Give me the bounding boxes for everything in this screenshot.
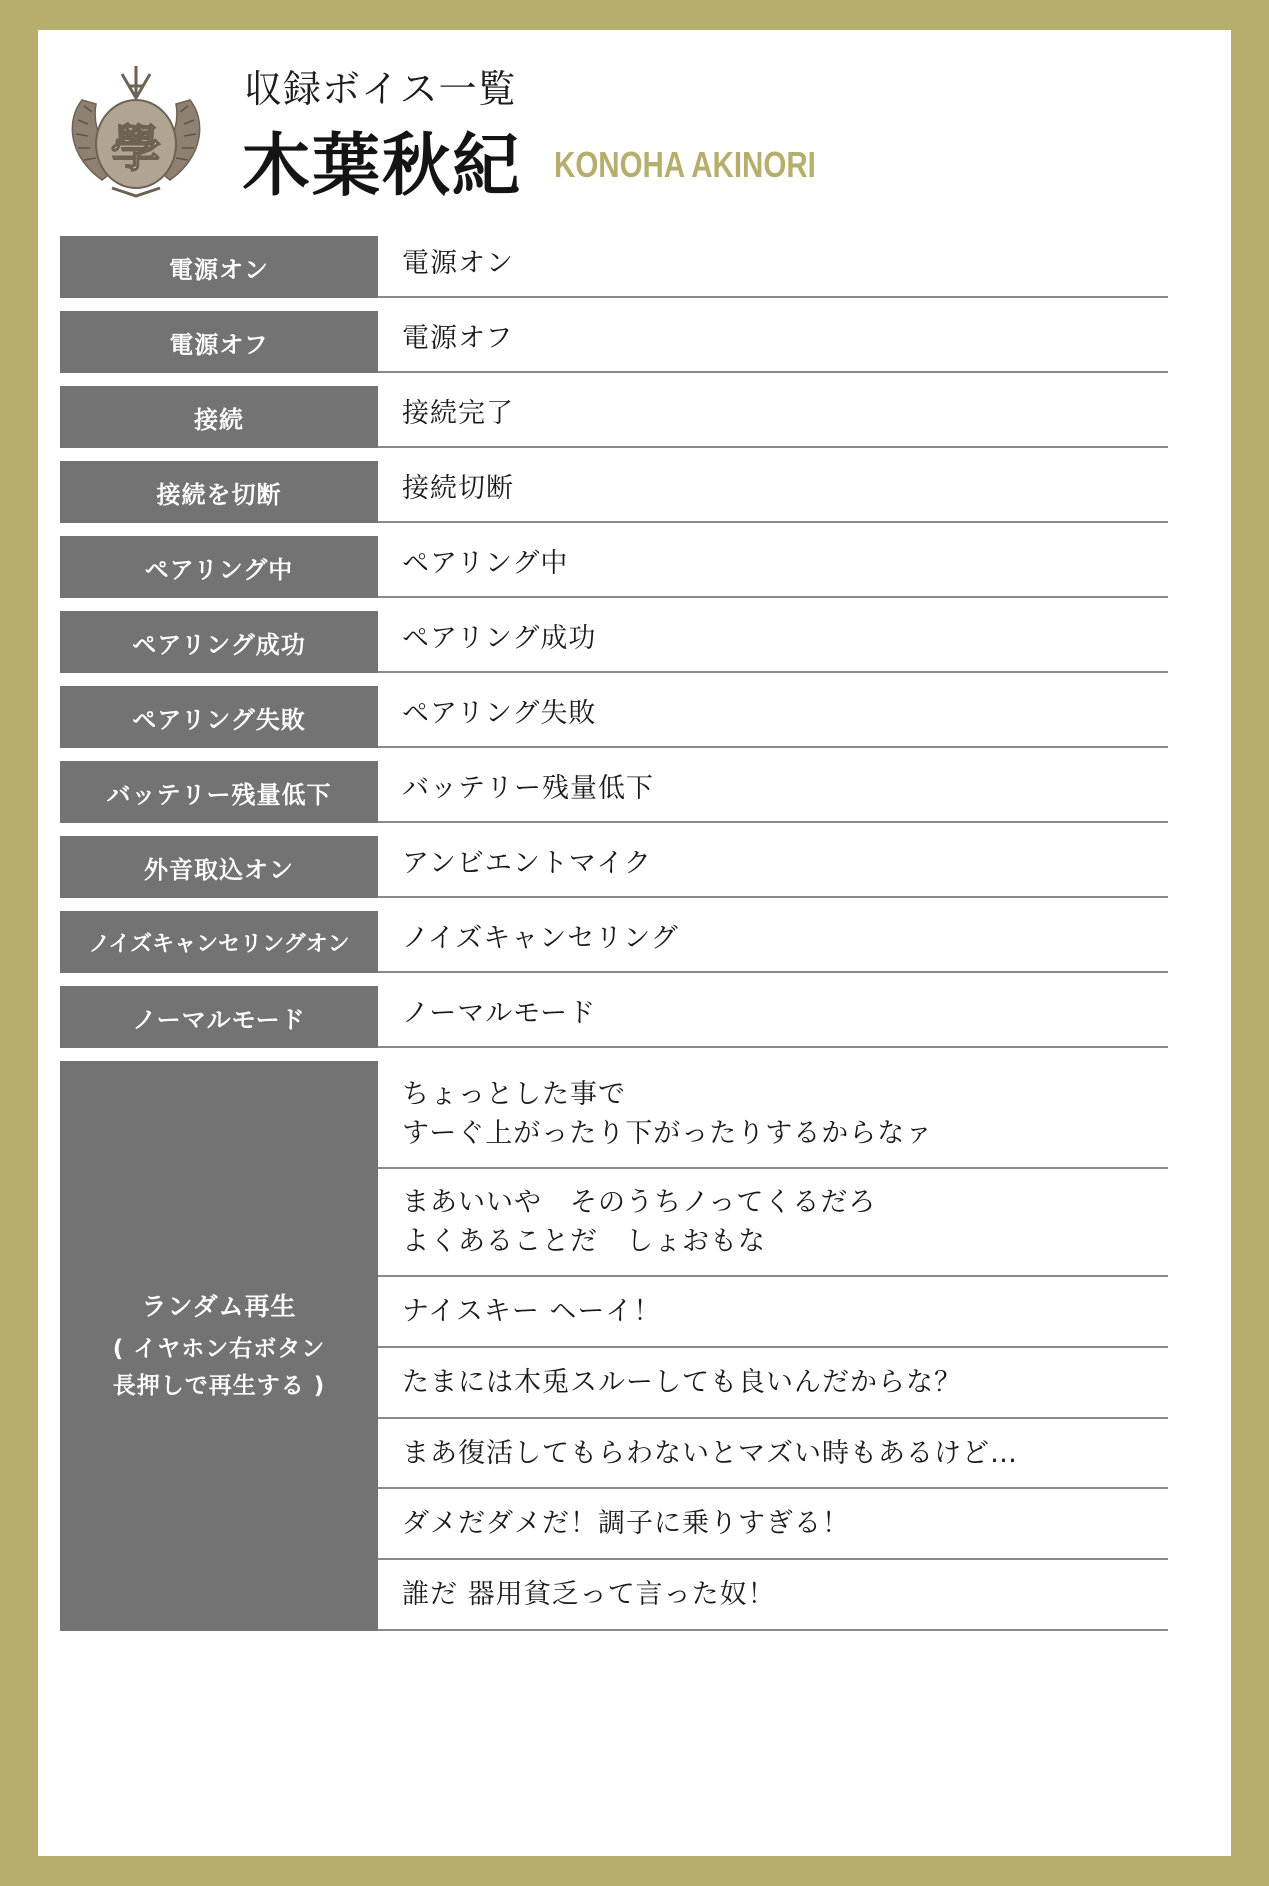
table-row xyxy=(60,761,1168,823)
row-label: 電源オフ xyxy=(60,311,378,373)
row-label: ペアリング中 xyxy=(60,536,378,598)
row-label: 外音取込オン xyxy=(60,836,378,898)
row-label: バッテリー残量低下 xyxy=(60,761,378,823)
row-value: 接続完了 xyxy=(378,386,1168,448)
random-playback-group xyxy=(60,1061,1168,1631)
random-line xyxy=(378,1277,1168,1348)
character-name: 木葉秋紀 xyxy=(242,127,523,206)
line-text: 誰だ 器用貧乏って言った奴！ xyxy=(402,1579,776,1611)
line-text: ナイスキー ヘーイ！ xyxy=(402,1296,662,1327)
table-row xyxy=(60,386,1168,448)
table-row xyxy=(60,236,1168,298)
table-row xyxy=(60,611,1168,673)
table-row xyxy=(60,911,1168,973)
row-label: 電源オン xyxy=(60,236,378,298)
row-label: 接続を切断 xyxy=(60,461,378,523)
table-row xyxy=(60,836,1168,898)
random-line xyxy=(378,1560,1168,1631)
random-playback-label xyxy=(60,1061,378,1631)
row-label: ペアリング失敗 xyxy=(60,686,378,748)
voice-list-card xyxy=(38,30,1231,1856)
random-playback-note-line2: 長押しで再生する ) xyxy=(112,1373,326,1399)
random-playback-note-line1: ( イヤホン右ボタン xyxy=(112,1336,326,1363)
row-value: ノーマルモード xyxy=(378,986,1168,1048)
line-text: すーぐ上がったり下がったりするからなァ xyxy=(402,1118,934,1150)
table-row xyxy=(60,461,1168,523)
row-label: ノーマルモード xyxy=(60,986,378,1048)
svg-text:學: 學 xyxy=(111,119,161,178)
row-value: ペアリング失敗 xyxy=(378,686,1168,748)
row-value: ペアリング中 xyxy=(378,536,1168,598)
school-crest-icon xyxy=(62,60,210,200)
random-line xyxy=(378,1489,1168,1560)
row-value: バッテリー残量低下 xyxy=(378,761,1168,823)
row-label: ノイズキャンセリングオン xyxy=(60,911,378,973)
row-value: アンビエントマイク xyxy=(378,836,1168,898)
random-lines xyxy=(378,1061,1168,1631)
random-line xyxy=(378,1419,1168,1490)
row-value: 電源オフ xyxy=(378,311,1168,373)
voice-table xyxy=(60,236,1168,1631)
random-line xyxy=(378,1061,1168,1169)
line-text: まあ復活してもらわないとマズい時もあるけど… xyxy=(402,1437,1018,1469)
line-text: よくあることだ しょおもな xyxy=(402,1226,766,1258)
line-text: たまには木兎スルーしても良いんだからな？ xyxy=(402,1366,962,1398)
table-row xyxy=(60,536,1168,598)
row-label: ペアリング成功 xyxy=(60,611,378,673)
table-row xyxy=(60,311,1168,373)
line-text: ちょっとした事で xyxy=(402,1078,626,1110)
row-value: ペアリング成功 xyxy=(378,611,1168,673)
random-playback-title: ランダム再生 xyxy=(141,1292,297,1322)
character-name-romaji: KONOHA AKINORI xyxy=(554,144,816,185)
row-label: 接続 xyxy=(60,386,378,448)
random-line xyxy=(378,1169,1168,1277)
line-text: まあいいや そのうちノってくるだろ xyxy=(402,1187,877,1218)
page-subtitle: 収録ボイス一覧 xyxy=(244,67,517,111)
table-row xyxy=(60,986,1168,1048)
line-text: ダメだダメだ！調子に乗りすぎる！ xyxy=(402,1508,850,1540)
random-line xyxy=(378,1348,1168,1419)
row-value: ノイズキャンセリング xyxy=(378,911,1168,973)
row-value: 接続切断 xyxy=(378,461,1168,523)
row-value: 電源オン xyxy=(378,236,1168,298)
table-row xyxy=(60,686,1168,748)
